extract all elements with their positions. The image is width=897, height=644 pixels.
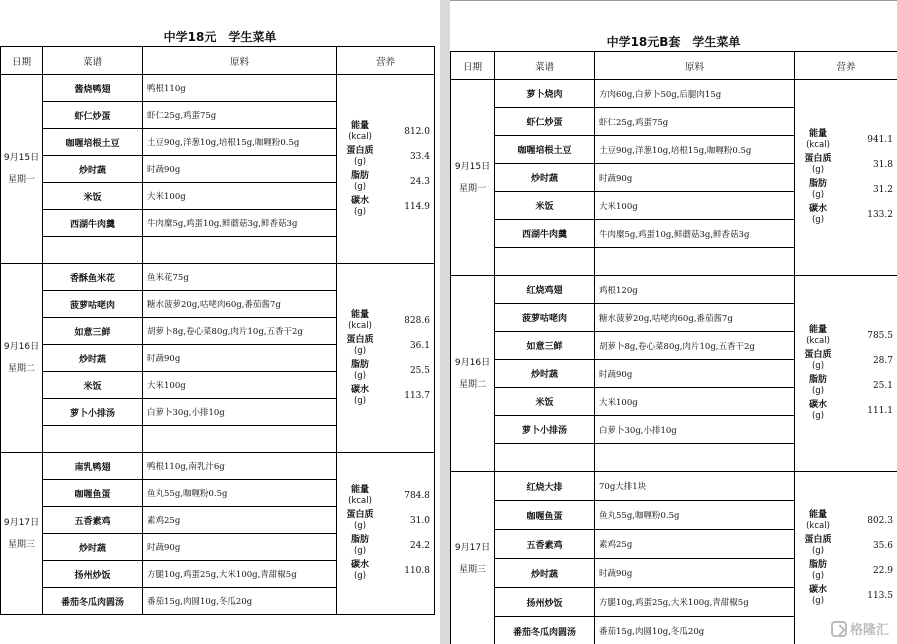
- dish-name: [43, 426, 143, 453]
- nutrition-name: 能量: [350, 120, 369, 131]
- dish-name: 如意三鲜: [495, 332, 595, 360]
- table-row: [1, 453, 435, 480]
- nutrition-unit: (g): [353, 181, 367, 192]
- nutrition-row: [341, 485, 430, 507]
- table-row: [1, 264, 435, 291]
- nutrition-name: 脂肪: [350, 535, 369, 545]
- header-nutrition: 营养: [337, 47, 435, 75]
- dish-ingredients: 土豆90g,洋葱10g,培根15g,咖喱粉0.5g: [595, 136, 795, 164]
- date-text: 9月17日: [3, 517, 40, 528]
- dish-name: 米饭: [43, 183, 143, 210]
- nutrition-value: 111.1: [867, 406, 893, 416]
- table-row: [451, 472, 897, 501]
- date-cell: [1, 453, 43, 615]
- date-text: 9月16日: [454, 357, 491, 368]
- nutrition-value: 28.7: [872, 356, 893, 366]
- nutrition-row: [341, 310, 430, 332]
- dish-name: 炒时蔬: [43, 156, 143, 183]
- nutrition-label: [799, 204, 837, 226]
- nutrition-row: [799, 179, 893, 201]
- nutrition-unit: (g): [353, 546, 367, 556]
- date-cell: [451, 472, 495, 644]
- dish-name: 虾仁炒蛋: [495, 108, 595, 136]
- nutrition-unit: (kcal): [348, 131, 372, 142]
- nutrition-value: 25.5: [409, 365, 430, 376]
- dish-name: 菠萝咕咾肉: [495, 304, 595, 332]
- header-date: 日期: [1, 47, 43, 75]
- watermark: [831, 619, 889, 638]
- dish-ingredients: 素鸡25g: [143, 507, 337, 534]
- nutrition-cell: [337, 75, 435, 264]
- nutrition-unit: (g): [811, 411, 825, 421]
- watermark-text: 格隆汇: [849, 623, 889, 638]
- dish-ingredients: 白萝卜30g,小排10g: [143, 399, 337, 426]
- dish-name: 萝卜小排汤: [43, 399, 143, 426]
- dish-ingredients: 时蔬90g: [595, 559, 795, 588]
- nutrition-name: 脂肪: [808, 560, 827, 570]
- dish-ingredients: 方肉60g,白萝卜50g,后腿肉15g: [595, 80, 795, 108]
- nutrition-name: 脂肪: [808, 375, 827, 385]
- nutrition-unit: (kcal): [348, 496, 372, 506]
- nutrition-value: 24.3: [409, 176, 430, 187]
- nutrition-value: 941.1: [867, 135, 893, 145]
- nutrition-unit: (g): [811, 361, 825, 371]
- nutrition-label: [799, 535, 837, 557]
- dish-name: 西湖牛肉羹: [43, 210, 143, 237]
- nutrition-value: 785.5: [867, 331, 893, 341]
- nutrition-label: [799, 154, 837, 176]
- nutrition-value: 24.2: [409, 541, 430, 551]
- dish-name: 番茄冬瓜肉圆汤: [43, 588, 143, 615]
- dish-name: 红烧鸡翅: [495, 276, 595, 304]
- dish-ingredients: 时蔬90g: [595, 164, 795, 192]
- dish-ingredients: 素鸡25g: [595, 530, 795, 559]
- nutrition-unit: (g): [353, 395, 367, 406]
- nutrition-unit: (kcal): [348, 320, 372, 331]
- nutrition-label: [341, 535, 379, 557]
- nutrition-name: 脂肪: [808, 179, 827, 189]
- nutrition-name: 碳水: [808, 204, 827, 214]
- nutrition-name: 碳水: [808, 585, 827, 595]
- nutrition-name: 碳水: [808, 400, 827, 410]
- table-row: [1, 75, 435, 102]
- nutrition-label: [799, 129, 837, 151]
- dish-name: [495, 248, 595, 276]
- dish-name: 炒时蔬: [495, 559, 595, 588]
- dish-name: 虾仁炒蛋: [43, 102, 143, 129]
- dish-ingredients: [595, 248, 795, 276]
- dish-ingredients: 胡萝卜8g,卷心菜80g,肉片10g,五香干2g: [595, 332, 795, 360]
- dish-ingredients: 番茄15g,肉圆10g,冬瓜20g: [143, 588, 337, 615]
- nutrition-unit: (g): [811, 165, 825, 175]
- dish-ingredients: 鸡根120g: [595, 276, 795, 304]
- dish-name: 红烧大排: [495, 472, 595, 501]
- nutrition-value: 36.1: [409, 340, 430, 351]
- nutrition-unit: (g): [811, 546, 825, 556]
- nutrition-cell: [337, 453, 435, 615]
- dish-ingredients: 土豆90g,洋葱10g,培根15g,咖喱粉0.5g: [143, 129, 337, 156]
- nutrition-name: 蛋白质: [346, 510, 374, 520]
- header-dish: 菜谱: [43, 47, 143, 75]
- menu-sheet-b: [450, 0, 897, 644]
- dish-name: 西湖牛肉羹: [495, 220, 595, 248]
- dish-ingredients: 大米100g: [595, 192, 795, 220]
- nutrition-row: [799, 510, 893, 532]
- dish-ingredients: 鱼米花75g: [143, 264, 337, 291]
- nutrition-label: [341, 146, 379, 168]
- table-row: [451, 276, 897, 304]
- nutrition-value: 25.1: [872, 381, 893, 391]
- dish-ingredients: 牛肉糜5g,鸡蛋10g,鲜蘑菇3g,鲜香菇3g: [143, 210, 337, 237]
- nutrition-label: [799, 585, 837, 607]
- dish-ingredients: 70g大排1块: [595, 472, 795, 501]
- nutrition-row: [799, 204, 893, 226]
- nutrition-unit: (g): [811, 571, 825, 581]
- dish-name: 番茄冬瓜肉圆汤: [495, 617, 595, 644]
- nutrition-name: 能量: [808, 129, 827, 139]
- nutrition-row: [799, 535, 893, 557]
- dish-ingredients: 虾仁25g,鸡蛋75g: [143, 102, 337, 129]
- nutrition-cell: [337, 264, 435, 453]
- nutrition-name: 能量: [350, 309, 369, 320]
- dish-name: 酱烧鸭翅: [43, 75, 143, 102]
- dish-ingredients: 鱼丸55g,咖喱粉0.5g: [143, 480, 337, 507]
- nutrition-label: [341, 560, 379, 582]
- nutrition-label: [799, 400, 837, 422]
- nutrition-row: [799, 129, 893, 151]
- nutrition-row: [799, 350, 893, 372]
- dish-ingredients: 番茄15g,肉圆10g,冬瓜20g: [595, 617, 795, 644]
- dish-ingredients: 白萝卜30g,小排10g: [595, 416, 795, 444]
- watermark-logo-icon: [831, 621, 847, 637]
- dish-name: 炒时蔬: [495, 164, 595, 192]
- weekday-text: 星期二: [458, 379, 486, 390]
- dish-ingredients: 鱼丸55g,咖喱粉0.5g: [595, 501, 795, 530]
- nutrition-unit: (g): [811, 215, 825, 225]
- menu-title: 中学18元 学生菜单: [163, 30, 277, 44]
- dish-ingredients: 时蔬90g: [143, 345, 337, 372]
- nutrition-row: [341, 121, 430, 143]
- dish-name: 炒时蔬: [495, 360, 595, 388]
- nutrition-row: [799, 325, 893, 347]
- nutrition-name: 脂肪: [350, 170, 369, 181]
- dish-ingredients: 糖水菠萝20g,咕咾肉60g,番茄酱7g: [143, 291, 337, 318]
- nutrition-label: [341, 196, 379, 218]
- nutrition-unit: (kcal): [806, 521, 830, 531]
- nutrition-name: 蛋白质: [804, 154, 832, 164]
- nutrition-row: [799, 585, 893, 607]
- dish-name: 萝卜小排汤: [495, 416, 595, 444]
- nutrition-name: 蛋白质: [346, 334, 374, 345]
- dish-ingredients: [143, 426, 337, 453]
- nutrition-label: [799, 179, 837, 201]
- nutrition-unit: (g): [353, 206, 367, 217]
- dish-ingredients: 鸭根110g,南乳汁6g: [143, 453, 337, 480]
- nutrition-unit: (g): [811, 386, 825, 396]
- nutrition-label: [341, 335, 379, 357]
- dish-ingredients: 方腿10g,鸡蛋25g,大米100g,青甜椒5g: [143, 561, 337, 588]
- nutrition-unit: (g): [353, 521, 367, 531]
- nutrition-name: 蛋白质: [346, 145, 374, 156]
- dish-ingredients: 牛肉糜5g,鸡蛋10g,鲜蘑菇3g,鲜香菇3g: [595, 220, 795, 248]
- dish-name: 萝卜烧肉: [495, 80, 595, 108]
- nutrition-row: [341, 535, 430, 557]
- date-text: 9月17日: [454, 542, 491, 553]
- dish-name: 咖喱培根土豆: [43, 129, 143, 156]
- nutrition-label: [799, 325, 837, 347]
- dish-ingredients: 鸭根110g: [143, 75, 337, 102]
- dish-ingredients: 方腿10g,鸡蛋25g,大米100g,青甜椒5g: [595, 588, 795, 617]
- dish-name: 五香素鸡: [43, 507, 143, 534]
- nutrition-value: 22.9: [872, 566, 893, 576]
- nutrition-value: 31.2: [872, 185, 893, 195]
- nutrition-cell: [795, 276, 897, 472]
- nutrition-row: [341, 196, 430, 218]
- dish-name: 米饭: [495, 388, 595, 416]
- nutrition-label: [341, 385, 379, 407]
- nutrition-value: 113.5: [867, 591, 893, 601]
- weekday-text: 星期一: [7, 175, 35, 185]
- dish-name: 米饭: [495, 192, 595, 220]
- nutrition-label: [799, 350, 837, 372]
- weekday-text: 星期二: [7, 364, 35, 374]
- dish-name: 咖喱培根土豆: [495, 136, 595, 164]
- dish-name: 菠萝咕咾肉: [43, 291, 143, 318]
- nutrition-name: 蛋白质: [804, 535, 832, 545]
- date-text: 9月15日: [454, 161, 491, 172]
- date-cell: [1, 264, 43, 453]
- nutrition-name: 碳水: [350, 195, 369, 206]
- menu-title: 中学18元B套 学生菜单: [606, 35, 741, 49]
- nutrition-row: [341, 171, 430, 193]
- menu-table: [450, 51, 897, 644]
- nutrition-unit: (g): [353, 370, 367, 381]
- nutrition-unit: (g): [353, 345, 367, 356]
- header-row: [451, 52, 897, 80]
- nutrition-name: 蛋白质: [804, 350, 832, 360]
- dish-ingredients: 大米100g: [143, 372, 337, 399]
- dish-name: 五香素鸡: [495, 530, 595, 559]
- nutrition-row: [799, 400, 893, 422]
- nutrition-unit: (kcal): [806, 336, 830, 346]
- nutrition-label: [341, 360, 379, 382]
- dish-name: 咖喱鱼蛋: [495, 501, 595, 530]
- nutrition-label: [799, 375, 837, 397]
- dish-ingredients: 胡萝卜8g,卷心菜80g,肉片10g,五香干2g: [143, 318, 337, 345]
- nutrition-unit: (kcal): [806, 140, 830, 150]
- dish-name: 炒时蔬: [43, 345, 143, 372]
- header-ingredients: 原料: [595, 52, 795, 80]
- menu-table: [0, 46, 435, 615]
- dish-name: 扬州炒饭: [495, 588, 595, 617]
- nutrition-value: 31.0: [409, 516, 430, 526]
- header-row: [1, 47, 435, 75]
- dish-name: 香酥鱼米花: [43, 264, 143, 291]
- dish-name: 如意三鲜: [43, 318, 143, 345]
- nutrition-row: [341, 385, 430, 407]
- date-text: 9月15日: [3, 153, 40, 163]
- dish-ingredients: 时蔬90g: [143, 534, 337, 561]
- dish-name: [43, 237, 143, 264]
- nutrition-cell: [795, 80, 897, 276]
- header-date: 日期: [451, 52, 495, 80]
- nutrition-label: [341, 121, 379, 143]
- nutrition-name: 脂肪: [350, 359, 369, 370]
- dish-name: 南乳鸭翅: [43, 453, 143, 480]
- nutrition-unit: (g): [811, 190, 825, 200]
- nutrition-label: [341, 510, 379, 532]
- nutrition-row: [799, 154, 893, 176]
- nutrition-name: 能量: [350, 485, 369, 495]
- nutrition-row: [799, 560, 893, 582]
- nutrition-label: [341, 171, 379, 193]
- table-row: [451, 80, 897, 108]
- dish-ingredients: 时蔬90g: [143, 156, 337, 183]
- dish-name: 米饭: [43, 372, 143, 399]
- dish-ingredients: [595, 444, 795, 472]
- menu-sheet-a: [0, 0, 440, 644]
- nutrition-row: [341, 335, 430, 357]
- nutrition-label: [341, 485, 379, 507]
- nutrition-unit: (g): [353, 156, 367, 167]
- dish-name: 炒时蔬: [43, 534, 143, 561]
- dish-ingredients: 糖水菠萝20g,咕咾肉60g,番茄酱7g: [595, 304, 795, 332]
- date-text: 9月16日: [3, 342, 40, 352]
- dish-ingredients: [143, 237, 337, 264]
- weekday-text: 星期一: [458, 183, 486, 194]
- nutrition-value: 802.3: [867, 516, 893, 526]
- nutrition-row: [341, 560, 430, 582]
- date-cell: [451, 276, 495, 472]
- date-cell: [1, 75, 43, 264]
- nutrition-name: 碳水: [350, 384, 369, 395]
- nutrition-name: 碳水: [350, 560, 369, 570]
- nutrition-value: 828.6: [404, 315, 430, 326]
- nutrition-row: [341, 360, 430, 382]
- nutrition-row: [799, 375, 893, 397]
- dish-ingredients: 大米100g: [595, 388, 795, 416]
- dish-ingredients: 虾仁25g,鸡蛋75g: [595, 108, 795, 136]
- nutrition-label: [799, 560, 837, 582]
- header-ingredients: 原料: [143, 47, 337, 75]
- nutrition-unit: (g): [811, 596, 825, 606]
- weekday-text: 星期三: [458, 564, 486, 575]
- nutrition-value: 113.7: [404, 390, 430, 401]
- weekday-text: 星期三: [7, 539, 35, 550]
- header-dish: 菜谱: [495, 52, 595, 80]
- nutrition-row: [341, 146, 430, 168]
- nutrition-row: [341, 510, 430, 532]
- nutrition-label: [799, 510, 837, 532]
- header-nutrition: 营养: [795, 52, 897, 80]
- dish-name: [495, 444, 595, 472]
- dish-name: 咖喱鱼蛋: [43, 480, 143, 507]
- nutrition-label: [341, 310, 379, 332]
- nutrition-value: 110.8: [404, 566, 430, 576]
- nutrition-value: 33.4: [409, 151, 430, 162]
- nutrition-value: 31.8: [872, 160, 893, 170]
- date-cell: [451, 80, 495, 276]
- nutrition-unit: (g): [353, 571, 367, 581]
- nutrition-value: 784.8: [404, 491, 430, 501]
- nutrition-value: 812.0: [404, 126, 430, 137]
- dish-ingredients: 大米100g: [143, 183, 337, 210]
- nutrition-name: 能量: [808, 325, 827, 335]
- dish-ingredients: 时蔬90g: [595, 360, 795, 388]
- nutrition-name: 能量: [808, 510, 827, 520]
- dish-name: 扬州炒饭: [43, 561, 143, 588]
- nutrition-value: 133.2: [867, 210, 893, 220]
- nutrition-value: 114.9: [404, 201, 430, 212]
- nutrition-value: 35.6: [872, 541, 893, 551]
